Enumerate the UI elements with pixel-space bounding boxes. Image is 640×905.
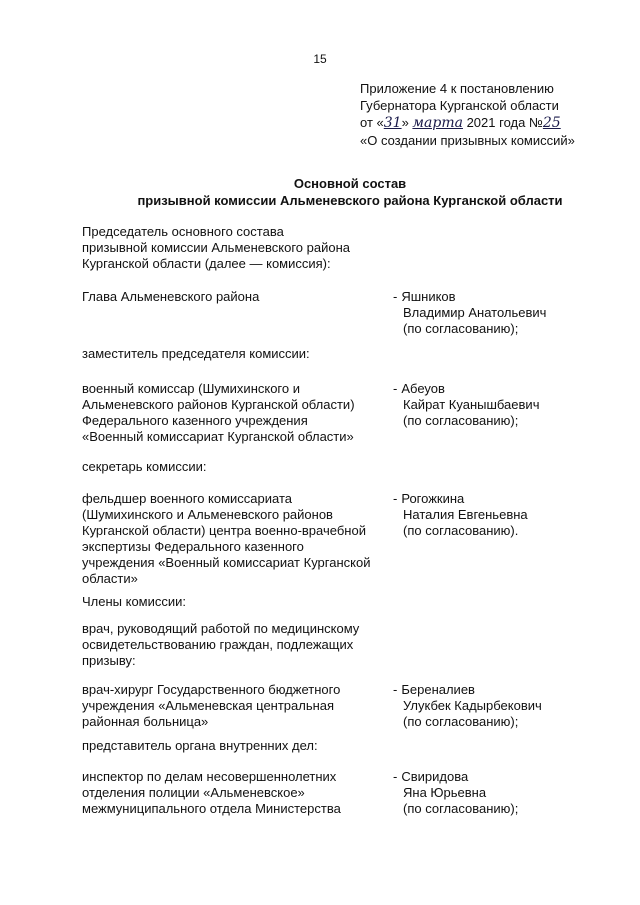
text-line: отделения полиции «Альменевское» [82,785,305,800]
text-line: учреждения «Военный комиссариат Курганской [82,555,371,570]
appendix-line-2: Губернатора Курганской области [360,98,559,113]
text-line: области» [82,571,138,586]
person-note: (по согласованию); [403,321,519,336]
dash: - [393,682,398,697]
person-note: (по согласованию); [403,413,519,428]
person-surname [393,491,593,507]
text-line: инспектор по делам несовершеннолетних [82,769,337,784]
dash: - [393,381,398,396]
police-heading [82,738,382,754]
appendix-date-mid: » [401,115,413,130]
person-note: (по согласованию); [403,801,519,816]
text-line: Глава Альменевского района [82,289,260,304]
document-title [0,175,640,209]
person-berenaliev [393,682,593,730]
text-line: Члены комиссии: [82,594,187,609]
dash: - [393,769,398,784]
role-head-of-district [82,289,382,305]
text-line: фельдшер военного комиссариата [82,491,293,506]
person-sviridova [393,769,593,817]
person-surname [393,682,593,698]
deputy-heading [82,346,382,362]
text-line: экспертизы Федерального казенного [82,539,304,554]
text-line: врач, руководящий работой по медицинскому [82,621,360,636]
dash: - [393,289,398,304]
text-line: «Военный комиссариат Курганской области» [82,429,354,444]
text-line: (Шумихинского и Альменевского районов [82,507,333,522]
text-line: учреждения «Альменевская центральная [82,698,335,713]
text-line: призыву: [82,653,136,668]
text-line: Курганской области) центра военно-врачебной [82,523,366,538]
doctor-heading [82,621,382,669]
text-line: призывной комиссии Альменевского района [82,240,351,255]
person-name: Кайрат Куанышбаевич [403,397,540,412]
text-line: заместитель председателя комиссии: [82,346,310,361]
text-line: освидетельствованию граждан, подлежащих [82,637,354,652]
person-abeuov [393,381,593,429]
person-surname [393,381,593,397]
text-line: Председатель основного состава [82,224,284,239]
person-name: Улукбек Кадырбекович [403,698,542,713]
members-heading [82,594,382,610]
title-line-1: Основной состав [293,176,407,191]
person-name: Владимир Анатольевич [403,305,547,320]
text-line: Курганской области (далее — комиссия): [82,256,331,271]
text-line: районная больница» [82,714,209,729]
person-surname [393,769,593,785]
appendix-date-prefix: от « [360,115,384,130]
person-note: (по согласованию); [403,714,519,729]
text-line: представитель органа внутренних дел: [82,738,318,753]
role-inspector [82,769,382,817]
surname: Рогожкина [401,491,465,506]
secretary-heading [82,459,382,475]
text-line: военный комиссар (Шумихинского и [82,381,300,396]
role-surgeon [82,682,382,730]
title-line-2: призывной комиссии Альменевского района Курганской области [137,193,563,208]
dash: - [393,491,398,506]
surname: Абеуов [401,381,445,396]
appendix-line-1: Приложение 4 к постановлению [360,81,554,96]
text-line: Альменевского районов Курганской области) [82,397,355,412]
text-line: секретарь комиссии: [82,459,207,474]
surname: Свиридова [401,769,469,784]
person-note: (по согласованию). [403,523,519,538]
appendix-line-3 [360,114,575,132]
chairman-heading [82,224,382,272]
surname: Яшников [401,289,456,304]
handwritten-day: 31 [383,115,402,131]
person-name: Яна Юрьевна [403,785,487,800]
role-military-commissar [82,381,382,445]
handwritten-number: 25 [542,115,561,131]
person-surname [393,289,593,305]
text-line: межмуниципального отдела Министерства [82,801,341,816]
appendix-year: 2021 года № [462,115,543,130]
appendix-line-4: «О создании призывных комиссий» [360,133,575,148]
person-yashnikov [393,289,593,337]
page-number: 15 [313,52,327,66]
handwritten-month: марта [412,115,463,131]
role-paramedic [82,491,382,587]
person-rogozhkina [393,491,593,539]
appendix-header [360,80,575,149]
text-line: врач-хирург Государственного бюджетного [82,682,341,697]
text-line: Федерального казенного учреждения [82,413,308,428]
person-name: Наталия Евгеньевна [403,507,528,522]
surname: Береналиев [401,682,475,697]
